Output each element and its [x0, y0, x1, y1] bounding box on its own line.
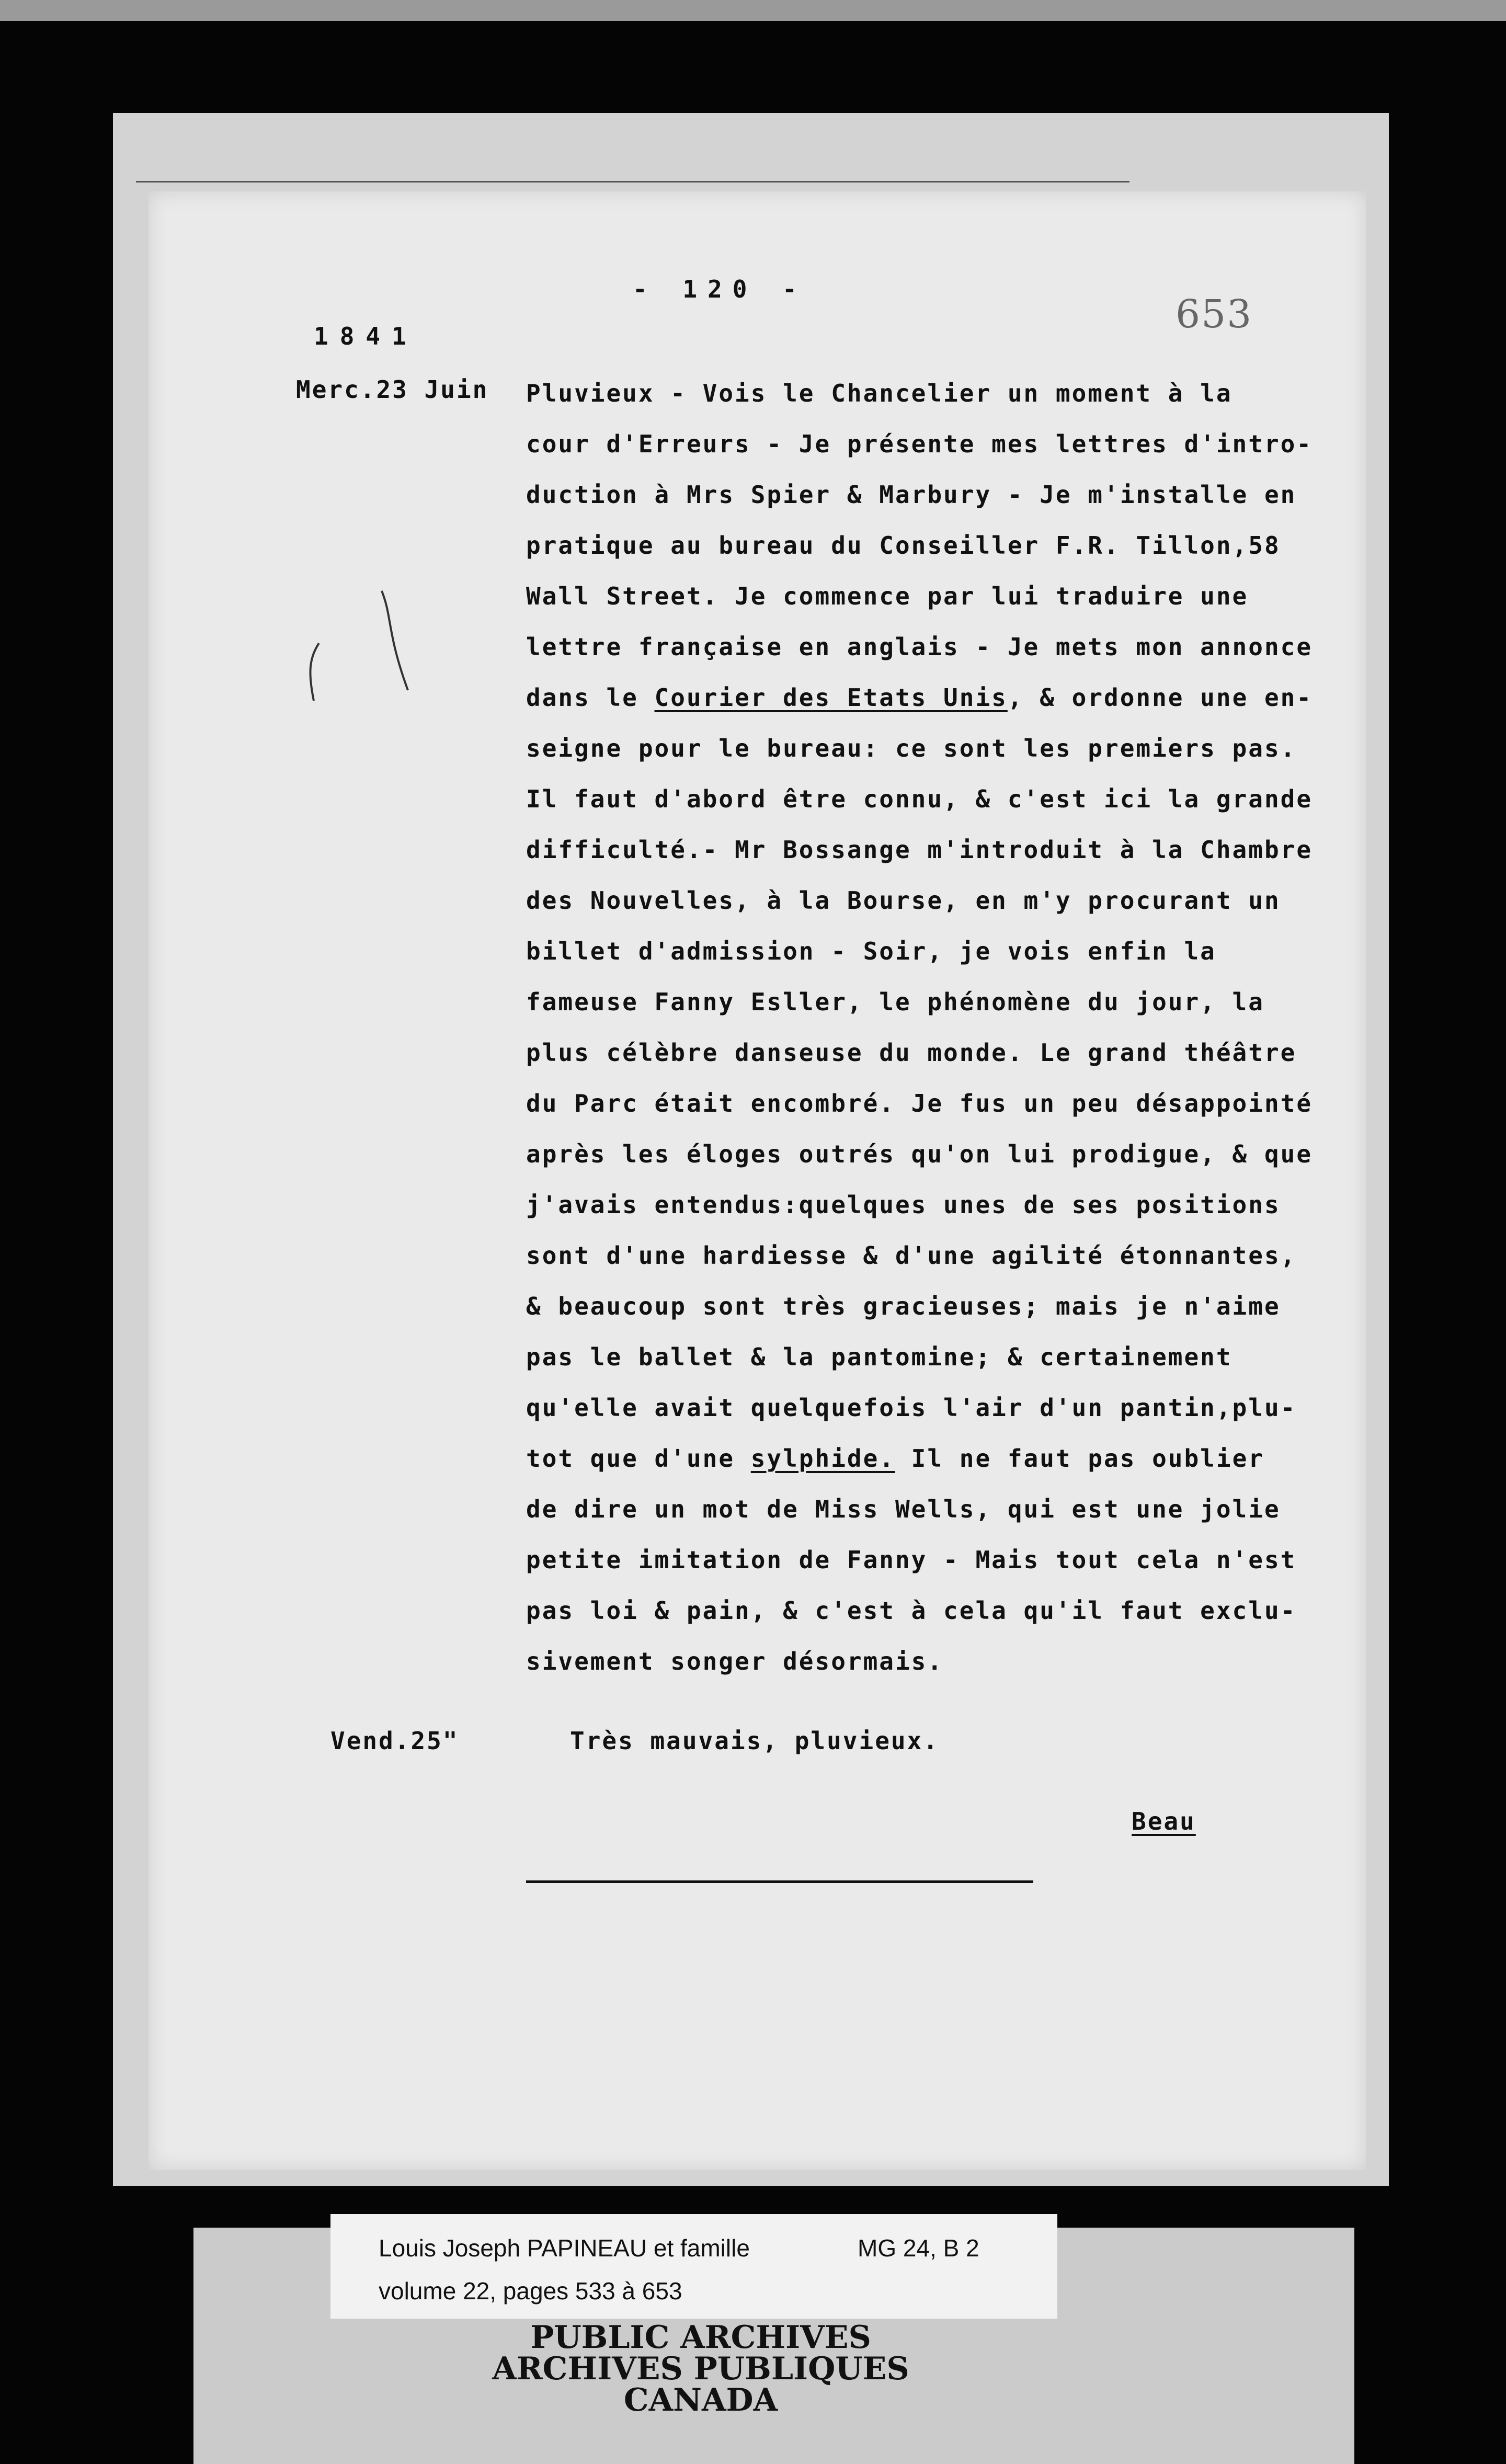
entry-line: lettre française en anglais - Je mets mon annonce — [526, 633, 1313, 661]
entry-line: Pluvieux - Vois le Chancelier un moment à la — [526, 379, 1233, 407]
entry-line: des Nouvelles, à la Bourse, en m'y procurant un — [526, 886, 1281, 915]
entry-line: plus célèbre danseuse du monde. Le grand théâtre — [526, 1039, 1297, 1067]
entry-line: qu'elle avait quelquefois l'air d'un pantin,plu- — [526, 1394, 1297, 1422]
volume-pages: volume 22, pages 533 à 653 — [379, 2277, 682, 2305]
underlined-phrase: sylphide. — [750, 1444, 895, 1473]
entry-line: pratique au bureau du Conseiller F.R. Tillon,58 — [526, 531, 1281, 560]
entry-line: petite imitation de Fanny - Mais tout cela n'est — [526, 1546, 1297, 1574]
entry-line: fameuse Fanny Esller, le phénomène du jour, la — [526, 988, 1264, 1016]
institution-name-fr: ARCHIVES PUBLIQUES — [492, 2351, 909, 2387]
entry-date: Merc.23 Juin — [296, 375, 489, 404]
signature: Beau — [1132, 1807, 1196, 1835]
entry-line: billet d'admission - Soir, je vois enfin la — [526, 937, 1216, 965]
entry-line: seigne pour le bureau: ce sont les premiers pas. — [526, 734, 1297, 762]
underlined-phrase: Courier des Etats Unis — [654, 683, 1008, 712]
institution-country: CANADA — [623, 2382, 778, 2419]
entry-line: duction à Mrs Spier & Marbury - Je m'installe en — [526, 481, 1297, 509]
entry-body — [526, 378, 1313, 1696]
entry-line: pas le ballet & la pantomine; & certainement — [526, 1343, 1233, 1371]
institution-name-en: PUBLIC ARCHIVES — [530, 2319, 871, 2356]
collection-reference: MG 24, B 2 — [858, 2234, 979, 2262]
entry-line: après les éloges outrés qu'on lui prodigue, & que — [526, 1140, 1313, 1168]
entry-line: Wall Street. Je commence par lui traduire une — [526, 582, 1249, 610]
entry-line: du Parc était encombré. Je fus un peu désappointé — [526, 1089, 1313, 1117]
year-heading: 1841 — [314, 322, 418, 350]
closing-rule — [526, 1880, 1033, 1883]
entry-line: de dire un mot de Miss Wells, qui est une jolie — [526, 1495, 1281, 1523]
entry-line: pas loi & pain, & c'est à cela qu'il faut exclu- — [526, 1596, 1297, 1625]
page-number: - 120 - — [633, 275, 807, 303]
pen-mark-icon — [288, 586, 444, 722]
entry-date-2: Vend.25" — [330, 1727, 459, 1755]
collection-name: Louis Joseph PAPINEAU et famille — [379, 2234, 750, 2262]
entry-line: dans le Courier des Etats Unis, & ordonne une en- — [526, 683, 1313, 712]
entry-line: Il faut d'abord être connu, & c'est ici la grande — [526, 785, 1313, 813]
entry-line: j'avais entendus:quelques unes de ses positions — [526, 1191, 1281, 1219]
entry-line: cour d'Erreurs - Je présente mes lettres d'intro- — [526, 430, 1313, 458]
entry-line: tot que d'une sylphide. Il ne faut pas oublier — [526, 1444, 1264, 1473]
entry-body-2: Très mauvais, pluvieux. — [570, 1727, 939, 1755]
entry-line: sont d'une hardiesse & d'une agilité étonnantes, — [526, 1241, 1297, 1270]
top-rule — [136, 181, 1130, 182]
entry-line: & beaucoup sont très gracieuses; mais je n'aime — [526, 1292, 1281, 1320]
entry-line: sivement songer désormais. — [526, 1647, 944, 1675]
archive-stamp-number: 653 — [1176, 292, 1253, 337]
entry-line: difficulté.- Mr Bossange m'introduit à la Chambre — [526, 836, 1313, 864]
film-frame-border — [0, 0, 1506, 21]
